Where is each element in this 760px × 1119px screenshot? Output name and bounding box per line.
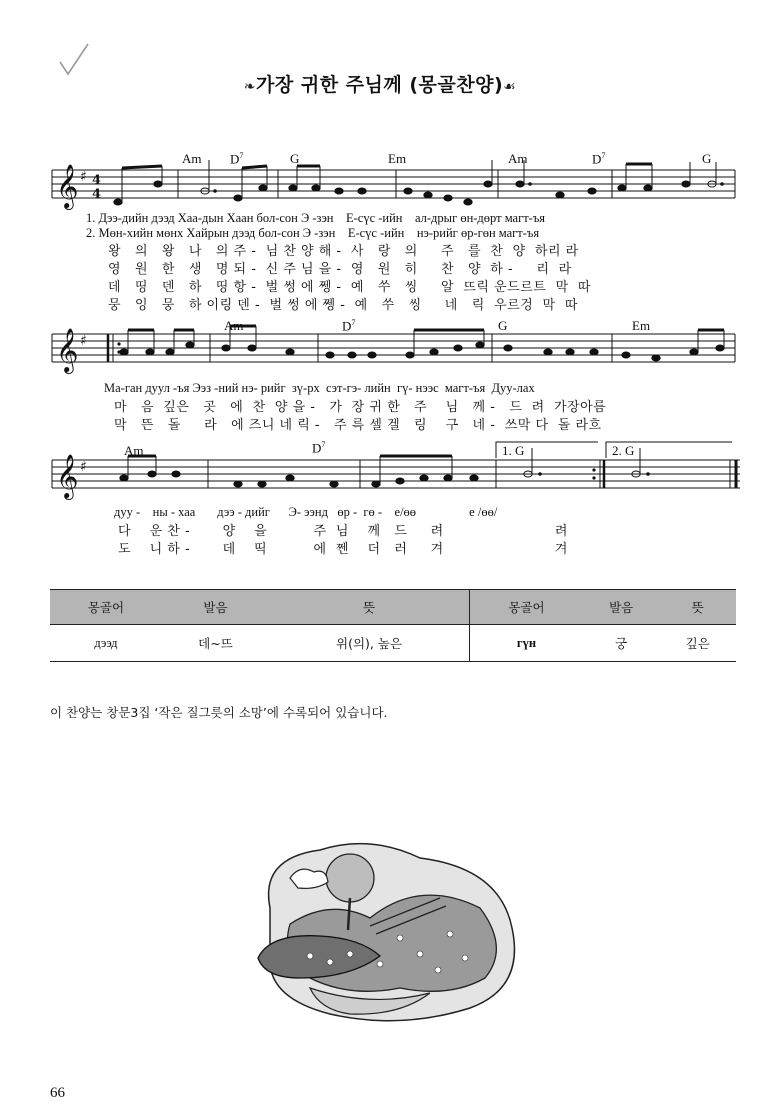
header-mongolian-1: 몽골어 [50,590,162,625]
chord-g-2: G [702,151,712,166]
korean-lyric-line-2a: 마 음 깊은 곳 에 찬 양 을 - 가 장 귀 한 주 님 께 - 드 려 가장아름 [114,400,607,415]
chord-am-2: Am [508,151,528,166]
cell-meaning-2: 깊은 [659,625,736,662]
header-meaning-1: 뜻 [269,590,470,625]
vocab-header-row [50,590,736,625]
cell-word-2: гүн [470,625,583,662]
korean-lyric-4: 뭉 잉 뭉 하 이링 덴 - 벌 썽 에 쩽 - 예 쑤 씽 네 릭 우르겅 막 따 [108,298,578,313]
mongolian-lyric-verse-1: 1. Дээ-дийн дээд Хаа-дын Хаан бол-сон Э -зэн Е-сүс -ийн ал-дрыг өн-дөрт магт-ъя [86,211,546,225]
svg-text:♯: ♯ [80,169,87,185]
svg-text:♯: ♯ [80,459,87,475]
svg-text:𝄞: 𝄞 [56,454,79,498]
chord-d7-2: $D^7$ [592,151,606,167]
header-meaning-2: 뜻 [659,590,736,625]
korean-lyric-line-3a: 다 운 찬 - 양 을 주 님 께 드 려 려 [118,524,568,539]
mongolian-lyric-line-2: Ма-ган дуул -ъя Ээз -ний нэ- рийг зү-рх сэт-гэ- лийн гү- нээс магт-ъя Дуу-лах [104,381,535,395]
header-mongolian-2: 몽골어 [470,590,583,625]
chord-em-1: Em [388,151,407,166]
chord-g-1: G [290,151,300,166]
chord-am-4: Am [124,443,144,458]
table-row [50,625,736,662]
island-illustration [250,838,525,1030]
cell-pron-2: 궁 [583,625,660,662]
korean-lyric-1: 왕 의 왕 나 의 주 - 님 찬 양 해 - 사 랑 의 주 를 찬 양 하리 라 [108,244,579,259]
chord-am-1: Am [182,151,202,166]
mongolian-lyric-line-3: дуу - ны - хаа дээ - дийг Э- ээнд өр - гө - е/өө е /өө/ [114,505,498,519]
svg-text:♯: ♯ [80,333,87,349]
mongolian-lyric-verse-2: 2. Мөн-хийн мөнх Хайрын дээд бол-сон Э -зэн Е-сүс -ийн нэ-рийг өр-гөн магт-ъя [86,226,540,240]
leaf-ornament-right-icon: ☙ [503,79,517,95]
leaf-ornament-left-icon: ❧ [243,79,257,95]
korean-lyric-2: 영 원 한 생 명 되 - 신 주 님 을 - 영 원 히 찬 양 하 - 리 라 [108,262,572,277]
chord-d7-1: $D^7$ [230,151,244,167]
vocabulary-table [50,589,736,662]
chord-am-3: Am [224,318,244,333]
chord-g-3: G [498,318,508,333]
chord-first-ending-g: 1. G [502,443,525,458]
chord-second-ending-g: 2. G [612,443,635,458]
song-title: ❧가장 귀한 주님께 (몽골찬양)☙ [243,74,517,96]
header-pronunciation-1: 발음 [162,590,269,625]
korean-lyric-line-3b: 도 니 하 - 데 띡 에 쩬 더 러 겨 겨 [118,542,568,557]
cell-meaning-1: 위(의), 높은 [269,625,470,662]
korean-lyric-3: 데 띵 덴 하 띵 항 - 벌 썽 에 쩽 - 예 쑤 씽 알 뜨릭 운드르트 막 따 [108,280,591,295]
page-number: 66 [50,1085,65,1101]
svg-text:4: 4 [92,187,102,202]
chord-d7-3: $D^7$ [342,318,356,334]
header-pronunciation-2: 발음 [583,590,660,625]
chord-d7-4: $D^7$ [312,440,326,456]
cell-word-1: дээд [50,625,162,662]
album-note: 이 찬양는 창문3집 ‘작은 질그릇의 소망’에 수록되어 있습니다. [50,705,388,720]
korean-lyric-line-2b: 막 뜬 돌 라 에 즈니 네 릭 - 주 륵 셀 겔 링 구 네 - 쓰막 다 돌 라흐 [114,418,602,433]
cell-pron-1: 데~뜨 [162,625,269,662]
svg-text:4: 4 [92,173,102,188]
svg-text:𝄞: 𝄞 [56,328,79,372]
treble-clef-icon: 𝄞 [56,164,79,208]
chord-em-2: Em [632,318,651,333]
